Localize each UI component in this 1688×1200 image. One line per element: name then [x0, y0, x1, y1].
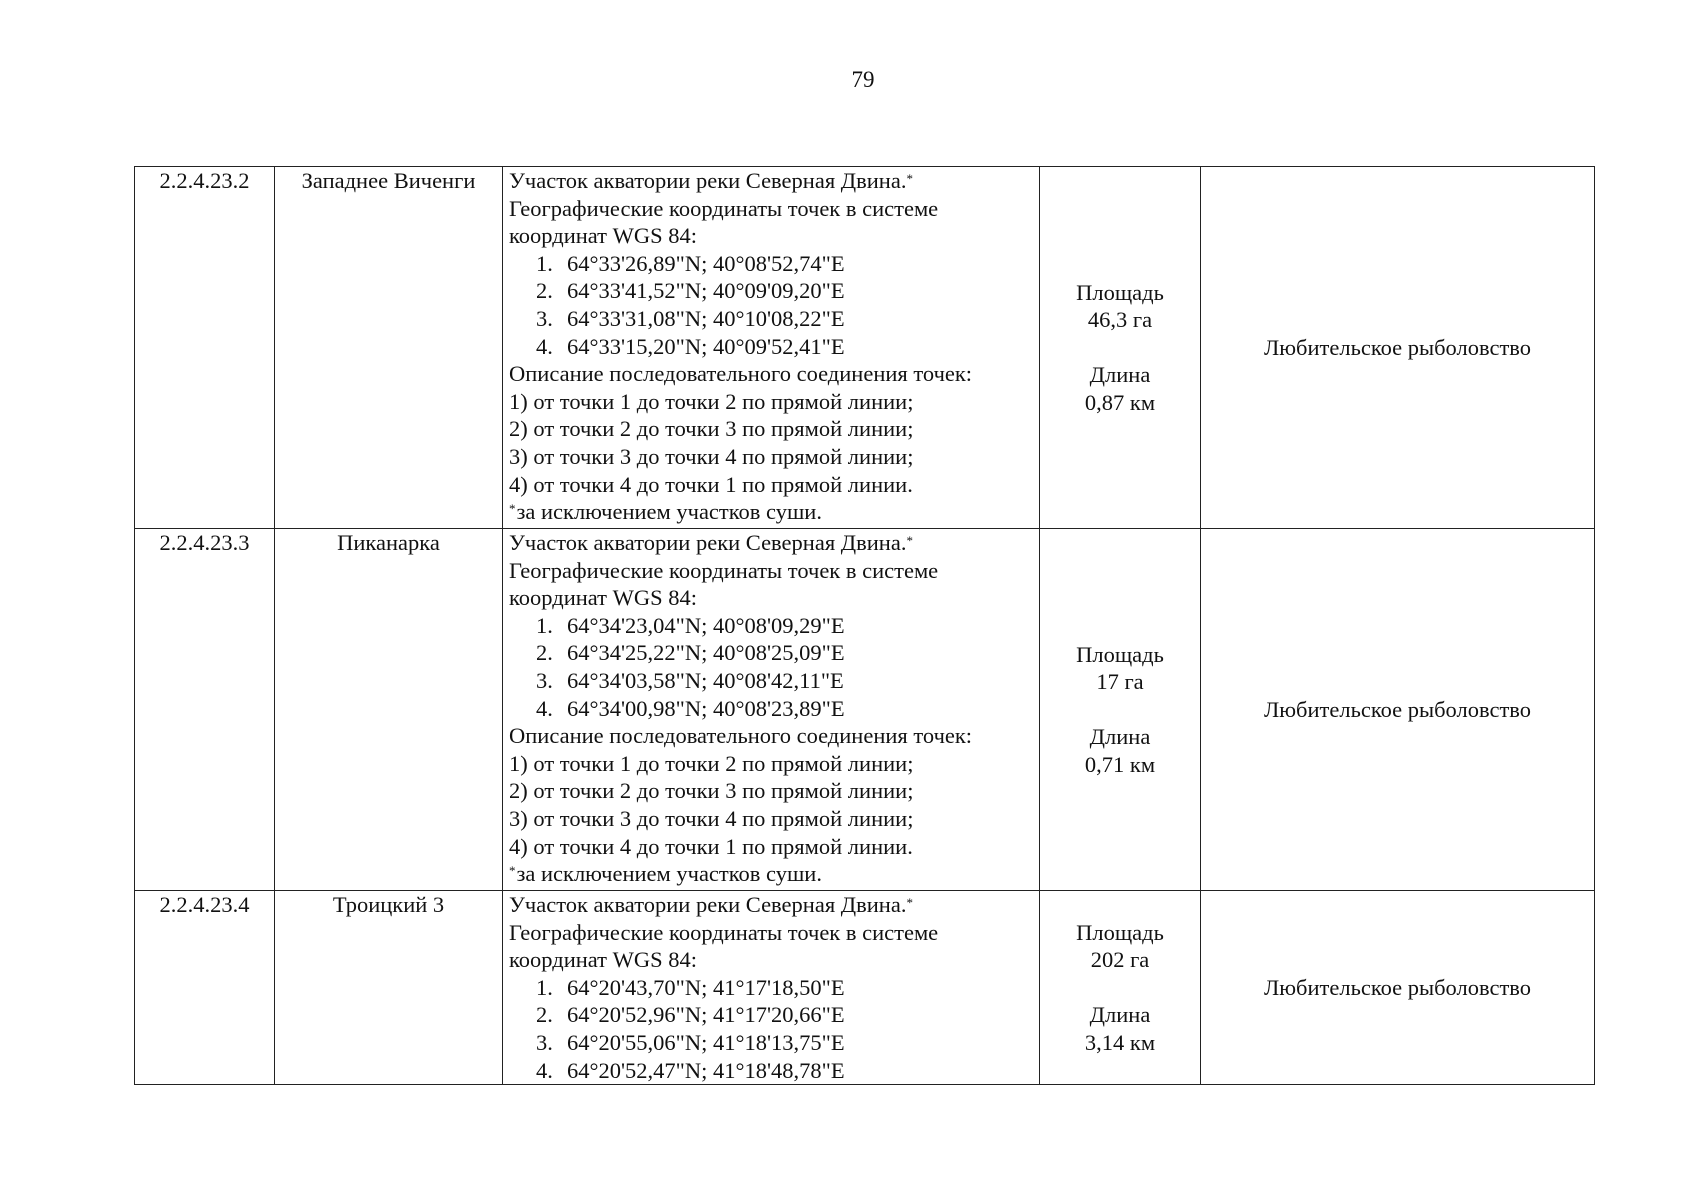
connection-item: 4) от точки 4 до точки 1 по прямой линии. — [509, 833, 913, 859]
row-code: 2.2.4.23.4 — [135, 891, 275, 1085]
area-label: Площадь — [1076, 641, 1164, 667]
table-row — [135, 891, 1595, 1085]
row-size — [1040, 891, 1201, 1085]
footnote-mark: * — [906, 895, 913, 910]
coordinate-point: 2. 64°34'25,22"N; 40°08'25,09"E — [536, 640, 845, 666]
area-value: 46,3 га — [1087, 307, 1153, 333]
length-label: Длина — [1089, 1002, 1151, 1028]
description-title: Участок акватории реки Северная Двина.* — [509, 530, 913, 555]
row-code: 2.2.4.23.2 — [135, 167, 275, 529]
area-label: Площадь — [1076, 919, 1164, 945]
coordinate-point: 4. 64°34'00,98"N; 40°08'23,89"E — [536, 695, 845, 721]
coordinate-point: 3. 64°20'55,06"N; 41°18'13,75"E — [536, 1029, 845, 1055]
coordinate-point: 4. 64°33'15,20"N; 40°09'52,41"E — [536, 333, 845, 359]
area-value: 202 га — [1090, 947, 1150, 973]
description-title: Участок акватории реки Северная Двина.* — [509, 892, 913, 917]
coords-intro: Географические координаты точек в системе — [509, 195, 939, 221]
row-size — [1040, 167, 1201, 529]
length-value: 3,14 км — [1084, 1029, 1156, 1055]
connection-title: Описание последовательного соединения точек: — [509, 723, 973, 749]
row-size — [1040, 529, 1201, 891]
coordinate-point: 2. 64°20'52,96"N; 41°17'20,66"E — [536, 1002, 845, 1028]
coordinate-point: 2. 64°33'41,52"N; 40°09'09,20"E — [536, 278, 845, 304]
coordinate-point: 1. 64°20'43,70"N; 41°17'18,50"E — [536, 974, 845, 1000]
coordinate-point: 1. 64°34'23,04"N; 40°08'09,29"E — [536, 612, 845, 638]
footnote: *за исключением участков суши. — [509, 861, 822, 887]
page-number: 79 — [851, 67, 875, 92]
length-label: Длина — [1089, 724, 1151, 750]
connection-item: 1) от точки 1 до точки 2 по прямой линии; — [509, 750, 914, 776]
row-usage: Любительское рыболовство — [1201, 891, 1595, 1085]
footnote: *за исключением участков суши. — [509, 499, 822, 525]
row-usage: Любительское рыболовство — [1201, 167, 1595, 529]
row-description — [503, 167, 1040, 529]
coordinate-point: 3. 64°34'03,58"N; 40°08'42,11"E — [536, 667, 844, 693]
length-label: Длина — [1089, 362, 1151, 388]
connection-item: 2) от точки 2 до точки 3 по прямой линии; — [509, 416, 914, 442]
connection-item: 1) от точки 1 до точки 2 по прямой линии; — [509, 388, 914, 414]
coords-intro: координат WGS 84: — [509, 223, 698, 249]
coords-intro: координат WGS 84: — [509, 947, 698, 973]
description-title: Участок акватории реки Северная Двина.* — [509, 168, 913, 193]
area-value: 17 га — [1096, 669, 1144, 695]
row-name: Западнее Виченги — [275, 167, 503, 529]
row-name: Троицкий 3 — [275, 891, 503, 1085]
coords-intro: координат WGS 84: — [509, 585, 698, 611]
table-row — [135, 167, 1595, 529]
table-row — [135, 529, 1595, 891]
row-name: Пиканарка — [275, 529, 503, 891]
row-description — [503, 891, 1040, 1085]
length-value: 0,71 км — [1084, 751, 1156, 777]
area-label: Площадь — [1076, 279, 1164, 305]
connection-item: 3) от точки 3 до точки 4 по прямой линии; — [509, 805, 914, 831]
connection-title: Описание последовательного соединения точек: — [509, 361, 973, 387]
footnote-mark: * — [906, 533, 913, 548]
fishing-areas-table — [134, 166, 1595, 1085]
coordinate-point: 4. 64°20'52,47"N; 41°18'48,78"E — [536, 1057, 845, 1083]
connection-item: 3) от точки 3 до точки 4 по прямой линии; — [509, 443, 914, 469]
row-description — [503, 529, 1040, 891]
connection-item: 2) от точки 2 до точки 3 по прямой линии; — [509, 778, 914, 804]
length-value: 0,87 км — [1084, 389, 1156, 415]
coordinate-point: 3. 64°33'31,08"N; 40°10'08,22"E — [536, 305, 845, 331]
connection-item: 4) от точки 4 до точки 1 по прямой линии. — [509, 471, 913, 497]
coords-intro: Географические координаты точек в системе — [509, 557, 939, 583]
row-code: 2.2.4.23.3 — [135, 529, 275, 891]
footnote-mark: * — [906, 171, 913, 186]
coords-intro: Географические координаты точек в системе — [509, 919, 939, 945]
row-usage: Любительское рыболовство — [1201, 529, 1595, 891]
coordinate-point: 1. 64°33'26,89"N; 40°08'52,74"E — [536, 250, 845, 276]
